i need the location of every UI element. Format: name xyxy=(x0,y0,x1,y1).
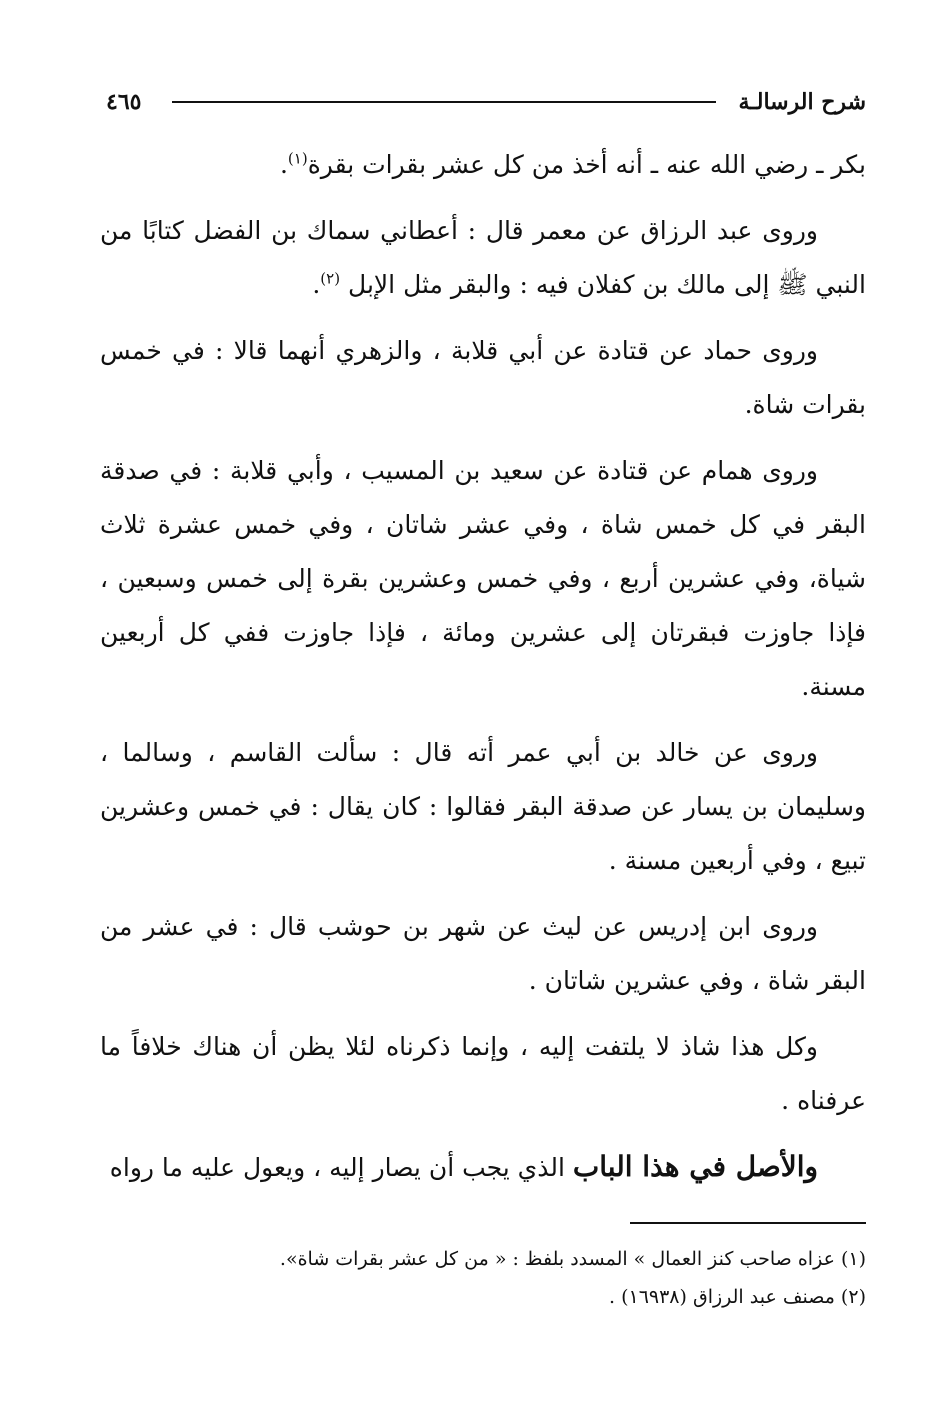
paragraph-6: وروى ابن إدريس عن ليث عن شهر بن حوشب قال : في عشر من البقر شاة ، وفي عشرين شاتان . xyxy=(100,912,866,995)
paragraph-2-text: وروى عبد الرزاق عن معمر قال : أعطاني سماك بن الفضل كتابًا من النبي ﷺ إلى مالك بن كفلان فيه : والبقر مثل الإبل xyxy=(100,216,866,299)
paragraph-2 xyxy=(100,204,866,312)
footnote-1: (١) عزاه صاحب كنز العمال » المسدد بلفظ : « من كل عشر بقرات شاة». xyxy=(279,1248,866,1270)
paragraph-5: وروى عن خالد بن أبي عمر أته قال : سألت القاسم ، وسالما ، وسليمان بن يسار عن صدقة البقر فقالوا : كان يقال : في خمس وعشرين تبيع ، وفي أربعين مسنة . xyxy=(100,738,866,875)
footnote-rule xyxy=(630,1222,866,1224)
paragraph-7: وكل هذا شاذ لا يلتفت إليه ، وإنما ذكرناه لئلا يظن أن هناك خلافاً ما عرفناه . xyxy=(100,1032,866,1115)
footnote-ref-2: (٢) xyxy=(320,269,341,288)
main-text xyxy=(100,138,866,1195)
running-header xyxy=(100,82,866,122)
paragraph-3: وروى حماد عن قتادة عن أبي قلابة ، والزهري أنهما قالا : في خمس بقرات شاة. xyxy=(100,336,866,419)
footnote-ref-1: (١) xyxy=(287,149,308,168)
running-title: شرح الرسالـة xyxy=(738,89,866,115)
paragraph-8-text: الذي يجب أن يصار إليه ، ويعول عليه ما رواه xyxy=(109,1153,573,1182)
paragraph-1-text: بكر ـ رضي الله عنه ـ أنه أخذ من كل عشر بقرات بقرة xyxy=(307,150,866,179)
header-rule xyxy=(172,101,716,103)
footnote-2: (٢) مصنف عبد الرزاق (١٦٩٣٨) . xyxy=(608,1286,866,1308)
paragraph-8 xyxy=(100,1140,866,1195)
footnotes xyxy=(100,1240,866,1316)
paragraph-2-end: . xyxy=(312,270,321,299)
paragraph-1 xyxy=(100,138,866,192)
paragraph-1-end: . xyxy=(279,150,288,179)
page-number: ٤٦٥ xyxy=(106,89,142,115)
bold-lead-phrase: والأصل في هذا الباب xyxy=(572,1150,818,1183)
paragraph-4: وروى همام عن قتادة عن سعيد بن المسيب ، وأبي قلابة : في صدقة البقر في كل خمس شاة ، وفي عشر شاتان ، وفي خمس عشرة ثلاث شياة، وفي عشرين أربع ، وفي خمس وعشرين بقرة إلى خمس وسبعين ، فإذا جاوزت فبقرتان إلى عشرين ومائة ، فإذا جاوزت ففي كل أربعين مسنة. xyxy=(100,456,867,701)
